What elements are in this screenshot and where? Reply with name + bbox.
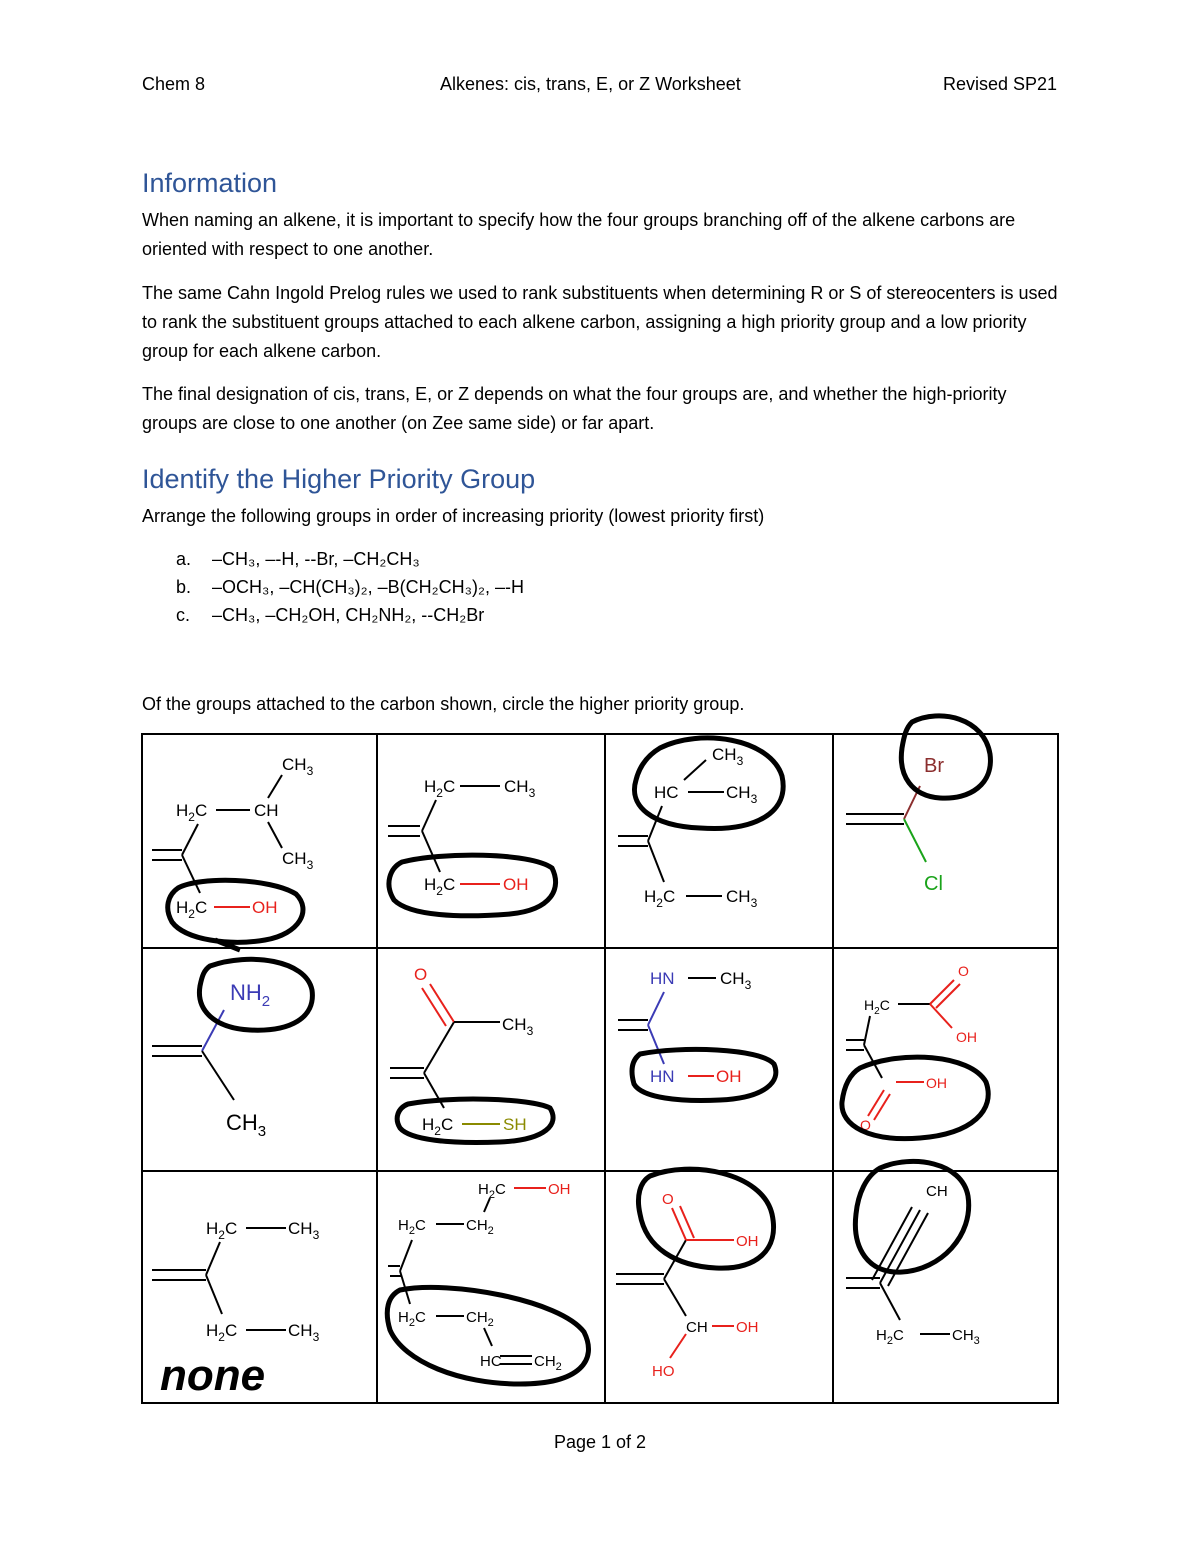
structure-r3c2 [388, 1188, 546, 1364]
label-nh2: $NH_2$ [230, 980, 271, 1010]
grid-lines [142, 734, 1058, 1403]
label-h2c: $H_2C$ [206, 1219, 238, 1242]
label-ch3: $CH_3$ [288, 1321, 320, 1344]
label-oh: OH [736, 1319, 759, 1336]
list-text: –CH₃, –-H, --Br, –CH₂CH₃ [212, 549, 420, 569]
list-label: a. [176, 549, 192, 569]
info-paragraph-3: The final designation of cis, trans, E, or Z depends on what the four groups are, and whether the high-priority groups are close to one another (on Zee same side) or far apart. [142, 384, 1007, 433]
information-heading: Information [142, 168, 278, 198]
label-ch3: $CH_3$ [726, 783, 758, 806]
handwritten-circle [855, 1161, 968, 1272]
header-title: Alkenes: cis, trans, E, or Z Worksheet [440, 74, 741, 94]
label-o: O [662, 1191, 674, 1208]
label-ch3: $CH_3$ [720, 969, 752, 992]
label-oh: OH [252, 898, 278, 917]
label-ch3: $CH_3$ [502, 1015, 534, 1038]
header-revision: Revised SP21 [943, 74, 1058, 94]
label-hc: HC [654, 783, 679, 802]
label-h2c: $H_2C$ [176, 898, 208, 921]
list-label: c. [176, 605, 191, 625]
label-ch3: $CH_3$ [226, 1110, 267, 1140]
list-text: –CH₃, –CH₂OH, CH₂NH₂, --CH₂Br [212, 605, 485, 625]
label-oh: OH [548, 1181, 571, 1198]
label-hn: HN [650, 969, 675, 988]
structure-r1c2 [388, 786, 500, 884]
handwritten-circle [901, 716, 990, 798]
label-br: Br [924, 755, 944, 777]
handwritten-circle [638, 1169, 773, 1268]
structure-r1c1 [152, 775, 282, 907]
handwritten-answer: none [160, 1351, 266, 1400]
label-ho: HO [652, 1363, 675, 1380]
label-hc: HC [480, 1353, 502, 1370]
list-text: –OCH₃, –CH(CH₃)₂, –B(CH₂CH₃)₂, –-H [212, 577, 524, 597]
list-label: b. [176, 577, 192, 597]
label-o: O [414, 965, 428, 984]
label-cl: Cl [924, 873, 943, 895]
label-ch: CH [254, 801, 279, 820]
label-ch2: $CH_2$ [466, 1217, 494, 1237]
handwritten-circle [397, 1099, 553, 1142]
label-ch: CH [686, 1319, 708, 1336]
label-h2c: $H_2C$ [176, 801, 208, 824]
label-oh: OH [503, 875, 529, 894]
label-oh: OH [736, 1233, 759, 1250]
label-sh: SH [503, 1115, 527, 1134]
circle-instruction: Of the groups attached to the carbon shown, circle the higher priority group. [142, 694, 745, 714]
label-h2c: $H_2C$ [644, 887, 676, 910]
label-hn: HN [650, 1067, 675, 1086]
label-h2c: $H_2C$ [422, 1115, 454, 1138]
structure-r1c4 [846, 786, 926, 862]
label-ch2: $CH_2$ [466, 1309, 494, 1329]
info-paragraph-1: When naming an alkene, it is important to specify how the four groups branching off of the alkene carbons are oriented with respect to one another. [142, 210, 1016, 259]
structure-r3c3 [616, 1206, 734, 1358]
label-h2c: $H_2C$ [398, 1217, 426, 1237]
label-oh: OH [716, 1067, 742, 1086]
label-ch3: $CH_3$ [282, 755, 314, 778]
structure-r3c1 [152, 1228, 286, 1330]
info-paragraph-2: The same Cahn Ingold Prelog rules we used to rank substituents when determining R or S of stereocenters is used to rank the substituent groups attached to each alkene carbon, assigning a high priority group and a low priority group for each alkene carbon. [142, 283, 1058, 361]
label-h2c: $H_2C$ [398, 1309, 426, 1329]
label-oh: OH [956, 1029, 977, 1045]
label-ch3: $CH_3$ [726, 887, 758, 910]
label-ch3: $CH_3$ [282, 849, 314, 872]
priority-instruction: Arrange the following groups in order of increasing priority (lowest priority first) [142, 506, 765, 526]
label-ch3: $CH_3$ [952, 1327, 980, 1347]
label-h2c: $H_2C$ [864, 997, 890, 1017]
page-number: Page 1 of 2 [553, 1432, 647, 1452]
label-o: O [958, 963, 969, 979]
priority-heading: Identify the Higher Priority Group [142, 464, 536, 494]
label-h2c: $H_2C$ [478, 1181, 506, 1201]
label-ch2: $CH_2$ [534, 1353, 562, 1373]
label-ch3: $CH_3$ [712, 745, 744, 768]
header-course: Chem 8 [142, 74, 206, 94]
label-ch3: $CH_3$ [288, 1219, 320, 1242]
label-ch: CH [926, 1183, 948, 1200]
label-o: O [860, 1117, 871, 1133]
label-h2c: $H_2C$ [424, 777, 456, 800]
label-h2c: $H_2C$ [424, 875, 456, 898]
label-h2c: $H_2C$ [876, 1327, 904, 1347]
handwritten-circle [389, 855, 556, 916]
label-oh: OH [926, 1075, 947, 1091]
label-ch3: $CH_3$ [504, 777, 536, 800]
label-h2c: $H_2C$ [206, 1321, 238, 1344]
